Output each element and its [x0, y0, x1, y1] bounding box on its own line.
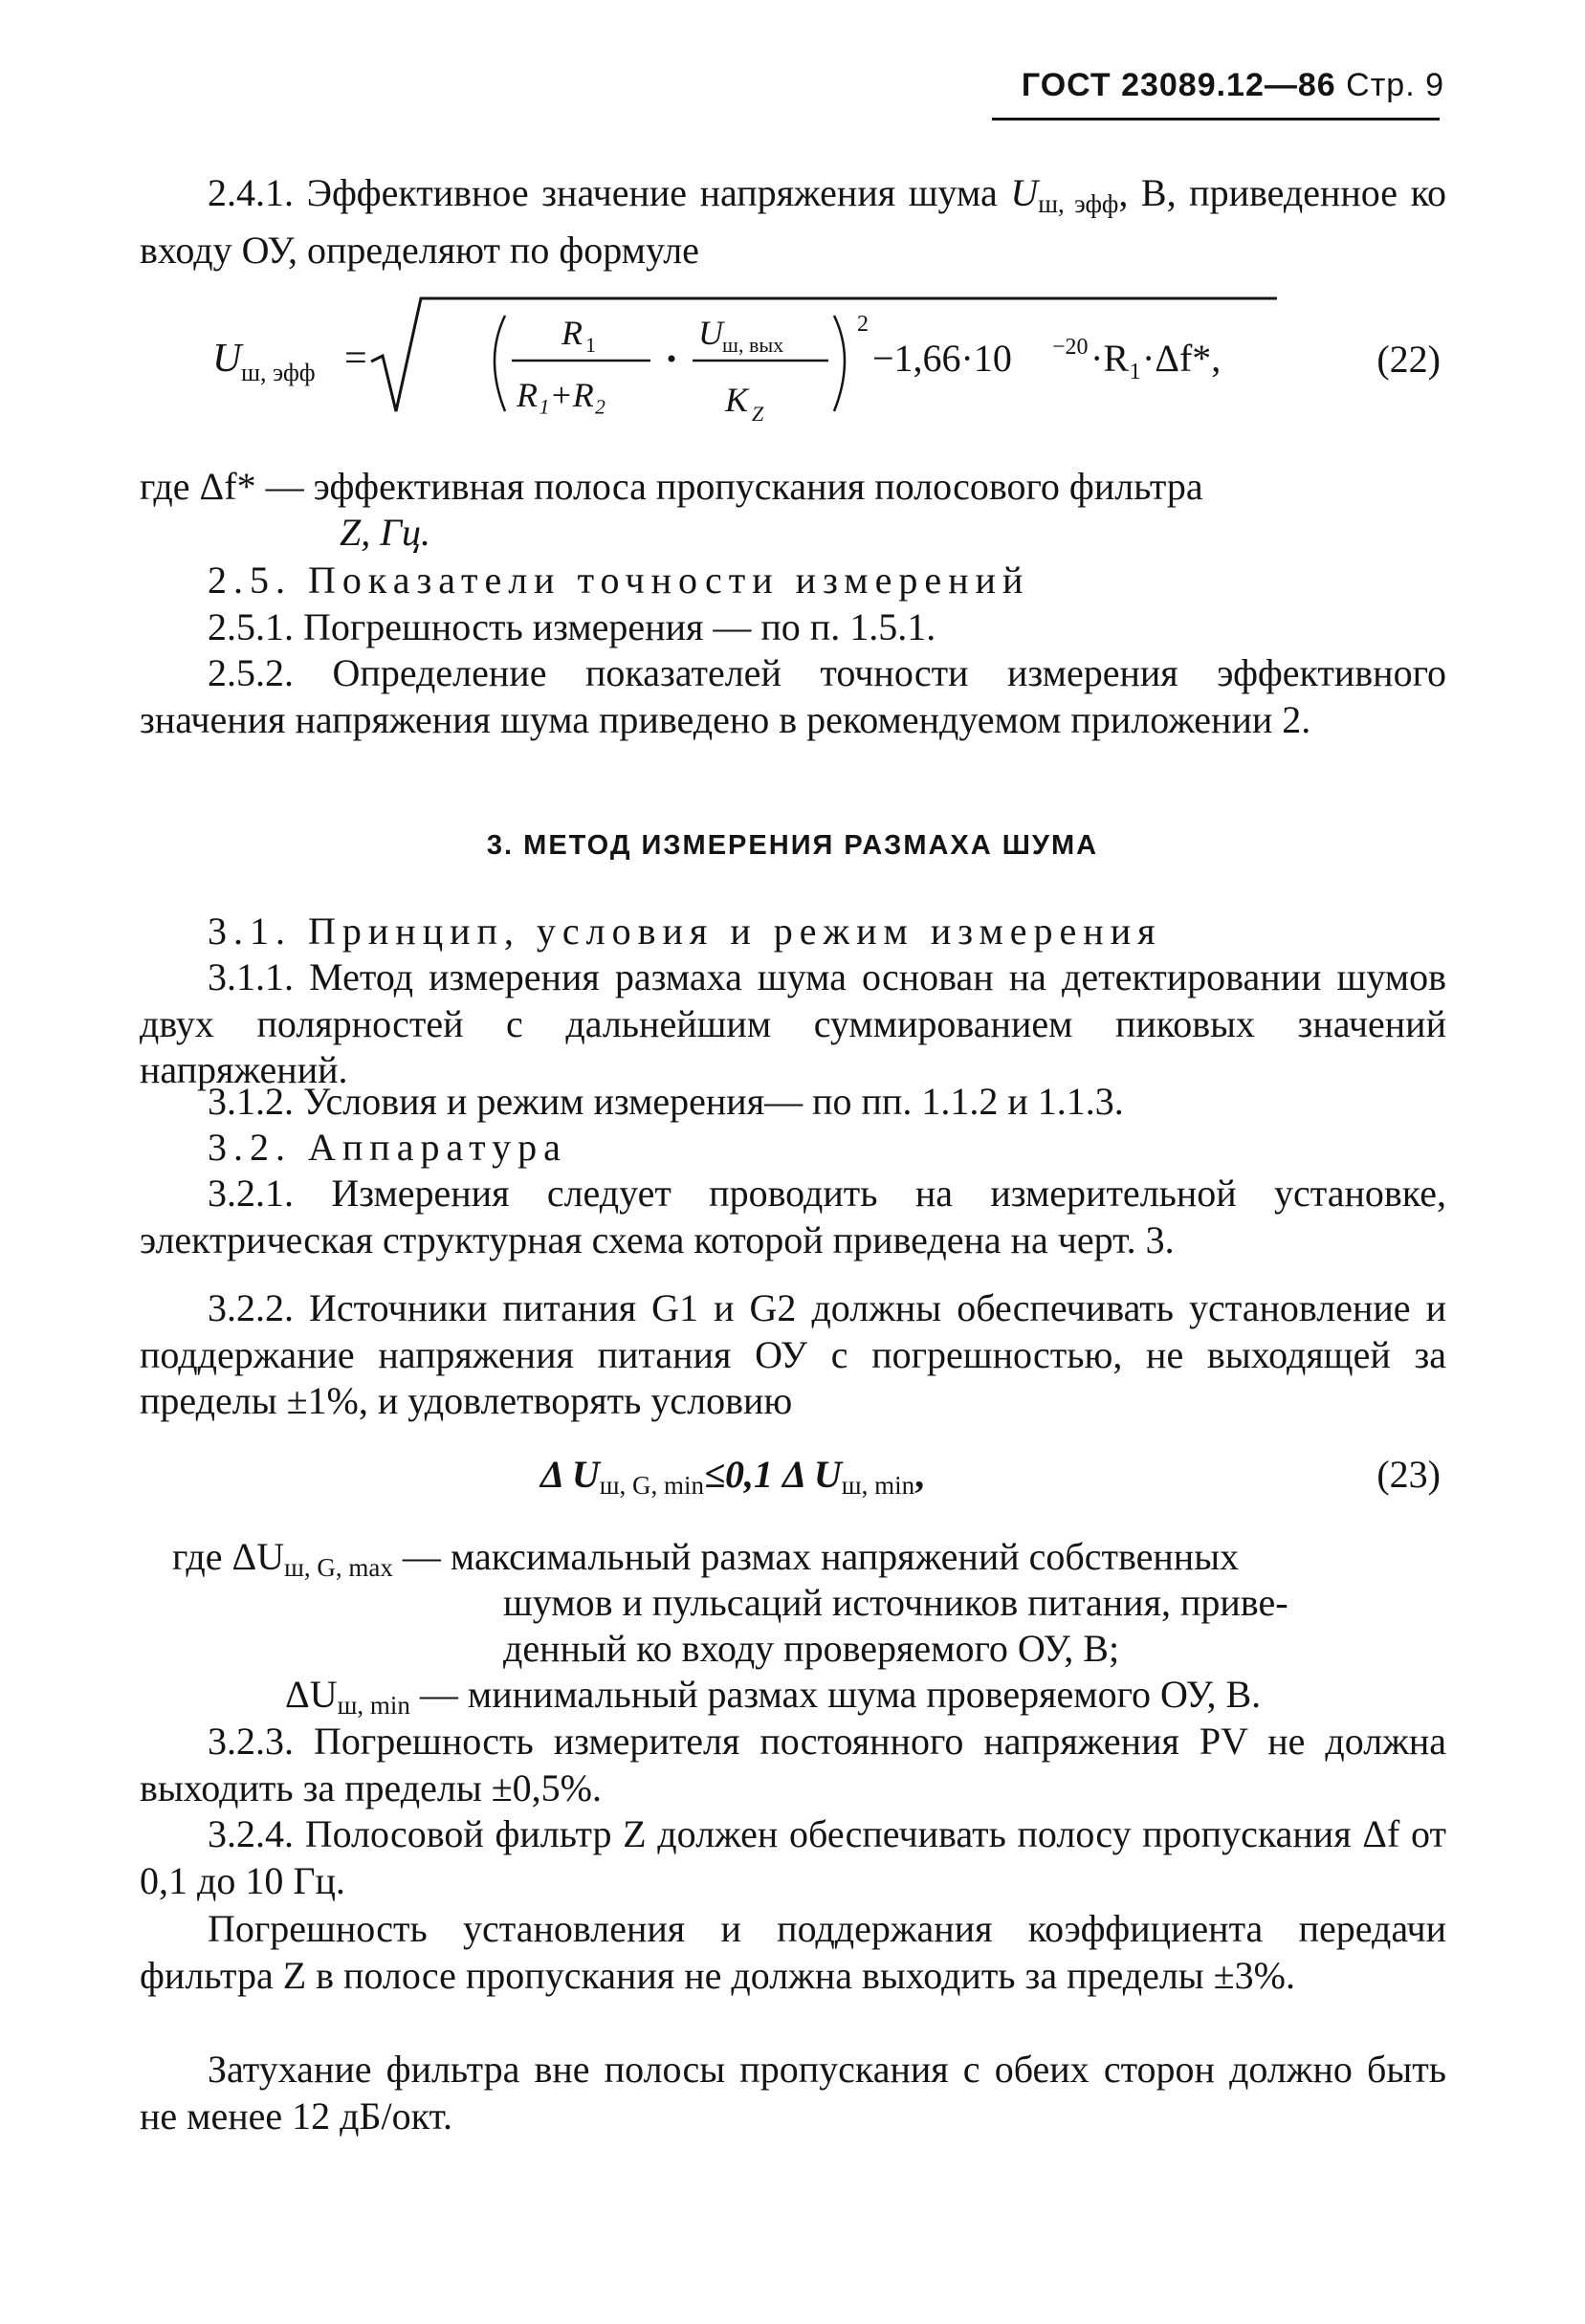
- paragraph-filter-attenuation: Затухание фильтра вне полосы пропускания с обеих сторон должно быть не менее 12 дБ/окт.: [140, 2048, 1446, 2138]
- where-22-line2: Z, Гц.: [340, 511, 430, 554]
- formula-23: Δ $U_{ш, G, min}\le 0,1$ Δ $U_{ш, min}$,: [540, 1453, 925, 1500]
- frac1-num: R: [561, 314, 583, 352]
- paragraph-filter-error: Погрешность установления и поддержания коэффициента передачи фильтра Z в полосе пропускания не должна выходить за пределы ±3%.: [140, 1907, 1446, 1997]
- paragraph-3-2-3: 3.2.3. Погрешность измерителя постоянного напряжения PV не должна выходить за пределы ±0,5%.: [140, 1720, 1446, 1809]
- where-22-line1: где Δf* — эффективная полоса пропускания полосового фильтра: [140, 465, 1203, 508]
- section-3-2-title: 3.2. Аппаратура: [208, 1126, 567, 1169]
- section-2-5-title: 2.5. Показатели точности измерений: [208, 559, 1030, 602]
- right-paren: [834, 316, 845, 411]
- left-paren: [495, 316, 505, 411]
- paragraph-3-2-4: 3.2.4. Полосовой фильтр Z должен обеспечивать полосу пропускания Δf от 0,1 до 10 Гц.: [140, 1812, 1446, 1902]
- mult-dot: [669, 356, 675, 362]
- where-23-second: $\Delta U_{ш, min}$ — минимальный размах шума проверяемого ОУ, В.: [285, 1673, 1262, 1720]
- paragraph-3-2-2: 3.2.2. Источники питания G1 и G2 должны обеспечивать установление и поддержание напряжения питания ОУ с погрешностью, не выходящей за пределы ±1%, и удовлетворять условию: [140, 1286, 1446, 1422]
- paragraph-3-1-1: 3.1.1. Метод измерения размаха шума основан на детектировании шумов двух полярностей с дальнейшим суммированием пиковых значений напряжений.: [140, 955, 1446, 1091]
- paragraph-3-1-2: 3.1.2. Условия и режим измерения— по пп. 1.1.2 и 1.1.3.: [208, 1080, 1124, 1123]
- formula-22-lhs: U: [212, 337, 242, 381]
- formula-22-power: 2: [857, 312, 869, 337]
- paragraph-3-2-1: 3.2.1. Измерения следует проводить на измерительной установке, электрическая структурная схема которой приведена на черт. 3.: [140, 1172, 1446, 1261]
- formula-22-number: (22): [1376, 338, 1441, 381]
- paragraph-2-4-1: 2.4.1. Эффективное значение напряжения шума $U_{ш, эфф}$, В, приведенное ко входу ОУ, определяют по формуле: [140, 171, 1446, 272]
- paragraph-2-5-2: 2.5.2. Определение показателей точности измерения эффективного значения напряжения шума приведено в рекомендуемом приложении 2.: [140, 651, 1446, 741]
- formula-22-tail: ·R₁·Δf*,: [1090, 337, 1222, 380]
- frac2-den-sub: Z: [752, 402, 764, 426]
- standard-number: ГОСТ 23089.12—86: [1021, 67, 1336, 103]
- formula-23-number: (23): [1376, 1453, 1441, 1496]
- frac2-num: U: [698, 314, 723, 352]
- section-3-1-title: 3.1. Принцип, условия и режим измерения: [208, 910, 1162, 953]
- frac1-num-sub: 1: [585, 333, 596, 357]
- formula-22-eq: =: [344, 337, 367, 381]
- where-23-line2: шумов и пульсаций источников питания, приве-: [503, 1581, 1288, 1624]
- page-number: Стр. 9: [1346, 67, 1444, 103]
- formula-22-rest: −1,66·10: [872, 337, 1012, 380]
- paragraph-2-5-1: 2.5.1. Погрешность измерения — по п. 1.5.1.: [208, 605, 936, 648]
- frac2-num-sub: ш, вых: [722, 333, 784, 357]
- where-23-line3: денный ко входу проверяемого ОУ, В;: [503, 1627, 1120, 1670]
- frac2-den: K: [725, 381, 749, 419]
- section-3-heading: 3. МЕТОД ИЗМЕРЕНИЯ РАЗМАХА ШУМА: [486, 830, 1099, 861]
- where-23-first: где $\Delta U_{ш, G, max}$ — максимальный размах напряжений собственных: [172, 1535, 1240, 1582]
- formula-22-exp: −20: [1052, 335, 1089, 360]
- frac1-den: R₁+R₂: [517, 376, 606, 414]
- formula-22-lhs-sub: ш, эфф: [241, 359, 316, 386]
